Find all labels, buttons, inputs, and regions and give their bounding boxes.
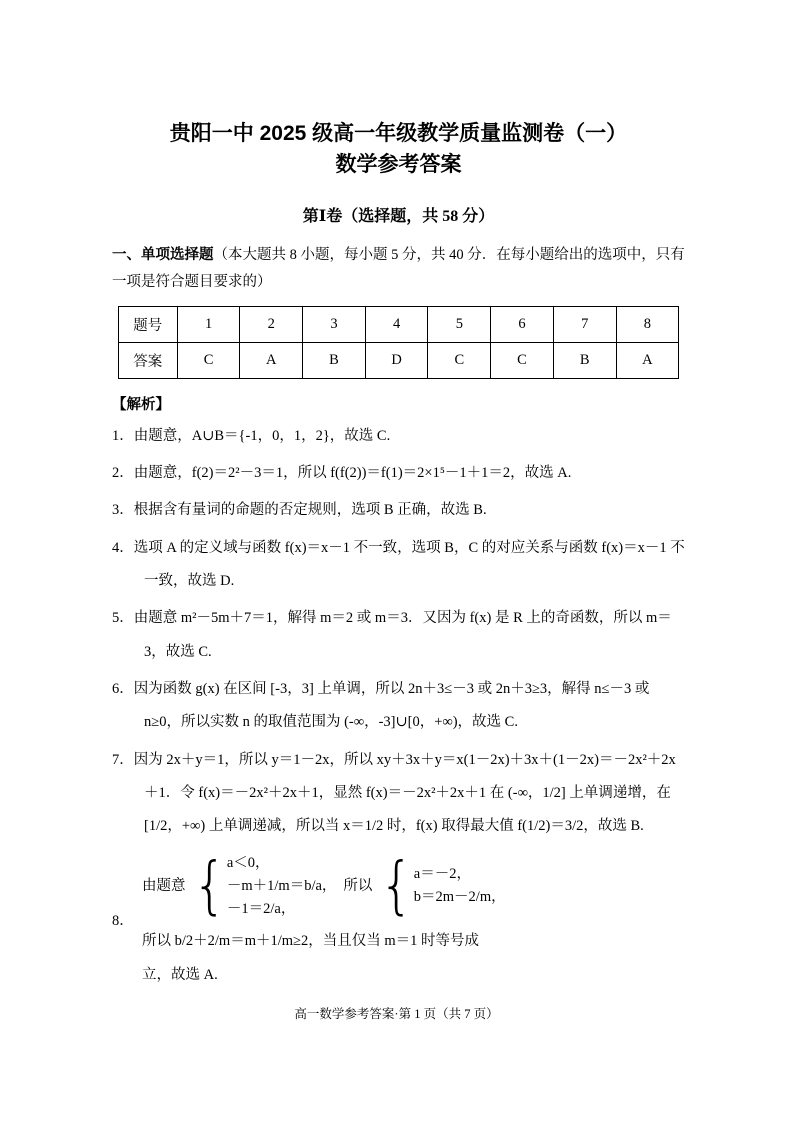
solution-number: 4． [112,539,134,556]
answer-cell: A [616,342,679,378]
solution-8-tail: 所以 b/2＋2/m＝m＋1/m≥2，当且仅当 m＝1 时等号成 [142,933,480,950]
equation-line: a＜0， [226,854,270,871]
solution-item-5 [112,602,685,669]
solution-8-body [142,849,685,992]
equation-line: b＝2m－2/m， [413,889,506,906]
page-title: 贵阳一中 2025 级高一年级教学质量监测卷（一） [169,122,628,145]
solution-number: 3． [112,502,134,519]
equation-line: －m＋1/m＝b/a， [226,877,337,894]
question-number-cell: 3 [303,306,366,342]
question-number-label: 题号 [118,306,177,342]
solution-8-mid: 所以 [343,877,373,894]
equation-system-2-lines [414,863,506,909]
solution-text: 因为 2x＋y＝1，所以 y＝1－2x，所以 xy＋3x＋y＝x(1－2x)＋3x＋(1－2x)＝－2x²＋2x＋1．令 f(x)＝－2x²＋2x＋1，显然 f(x)＝－2x²＋2x＋1 在 (-∞，1/2] 上单调递增，在 [1/2，+∞) 上单调递减，所以当 x＝1/2 时，f(x) 取得最大值 f(1/2)＝3/2，故选 B. [133,751,676,835]
solution-text: 根据含有量词的命题的否定规则，选项 B 正确，故选 B. [133,502,487,519]
equation-system-1-lines [227,852,337,922]
answer-cell: C [177,342,240,378]
left-brace-icon: { [192,849,227,923]
solution-number: 7． [112,751,134,768]
solution-item-1 [112,420,685,453]
question-number-cell: 5 [428,306,491,342]
solution-text: 因为函数 g(x) 在区间 [-3，3] 上单调，所以 2n＋3≤－3 或 2n＋3≥3，解得 n≤－3 或 n≥0，所以实数 n 的取值范围为 (-∞，-3]∪[0，+∞)，故选 C. [133,680,650,731]
answer-cell: D [365,342,428,378]
answer-cell: B [303,342,366,378]
question-number-cell: 1 [177,306,240,342]
solution-item-3 [112,494,685,527]
question-number-cell: 8 [616,306,679,342]
solution-text: 选项 A 的定义域与函数 f(x)＝x－1 不一致，选项 B，C 的对应关系与函数 f(x)＝x－1 不一致，故选 D. [133,539,685,589]
solution-item-6 [112,673,685,740]
solution-8-row [142,849,685,956]
solution-item-2 [112,457,685,490]
answer-cell: C [491,342,554,378]
solution-8-tail2: 立，故选 A. [142,966,218,983]
question-number-cell: 6 [491,306,554,342]
answer-cell: A [240,342,303,378]
part1-heading-rest: （本大题共 8 小题，每小题 5 分，共 40 分．在每小题给出的选项中，只有一项是符合题目要求的） [112,246,685,290]
page-subtitle: 数学参考答案 [335,152,462,176]
answer-cell: B [553,342,616,378]
question-number-cell: 7 [553,306,616,342]
part1-heading [112,242,685,296]
solution-number: 1． [112,427,134,444]
answer-label: 答案 [118,342,177,378]
equation-system-2 [379,849,506,923]
equation-line: a＝－2， [413,866,471,883]
question-number-cell: 4 [365,306,428,342]
solution-item-4 [112,532,685,599]
solution-number: 2． [112,464,134,481]
left-brace-icon: { [379,849,414,923]
solution-number: 8． [112,912,134,929]
solution-item-7 [112,744,685,844]
solution-text: 由题意，f(2)＝2²－3＝1，所以 f(f(2))＝f(1)＝2×1⁵－1＋1＝2，故选 A. [133,464,572,481]
solution-text: 由题意 m²－5m＋7＝1，解得 m＝2 或 m＝3．又因为 f(x) 是 R 上的奇函数，所以 m＝3，故选 C. [133,610,672,660]
solution-8-intro: 由题意 [142,877,186,894]
section-title: 第Ⅰ卷（选择题，共 58 分） [302,207,495,225]
analysis-label: 【解析】 [112,396,170,413]
solution-item-8 [112,849,685,992]
answer-row [118,342,679,378]
question-number-row [118,306,679,342]
answer-cell: C [428,342,491,378]
solution-number: 6． [112,680,134,697]
page-footer: 高一数学参考答案·第 1 页（共 7 页） [294,1007,499,1021]
question-number-cell: 2 [240,306,303,342]
solution-number: 5． [112,610,134,627]
part1-heading-bold: 一、单项选择题 [112,246,214,263]
solution-text: 由题意，A∪B＝{-1，0，1，2}，故选 C. [133,427,391,444]
answer-table [118,306,680,379]
equation-line: －1＝2/a， [226,901,296,918]
equation-system-1 [192,849,337,923]
